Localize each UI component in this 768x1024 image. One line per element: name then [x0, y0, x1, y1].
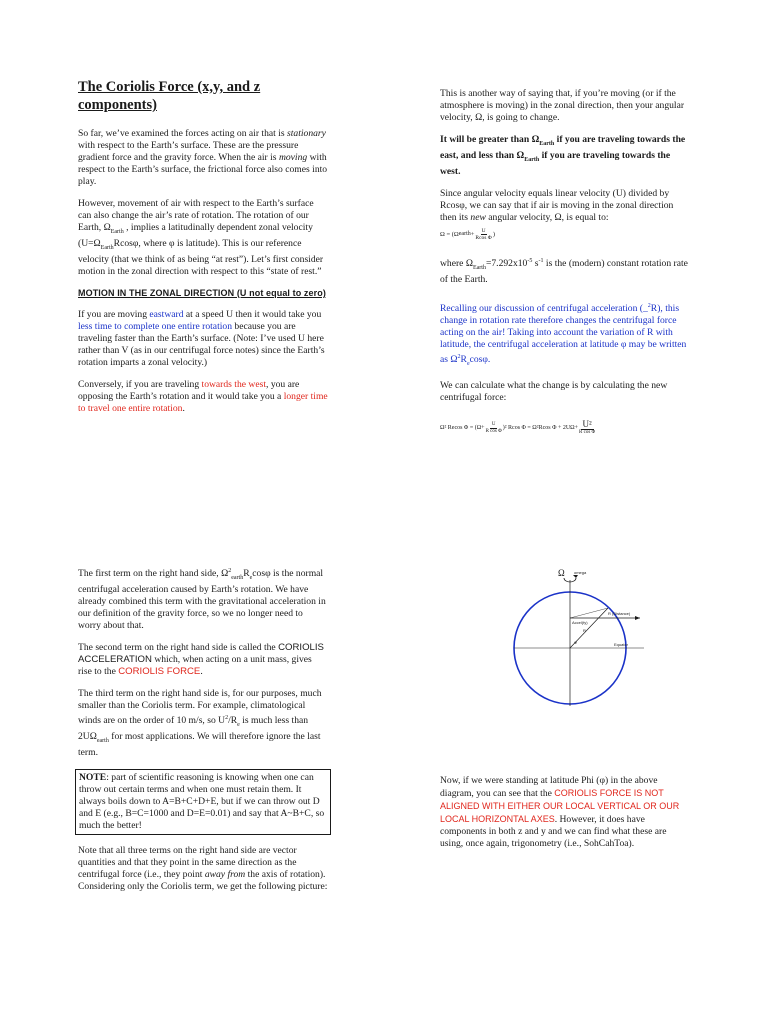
text-run: . [182, 402, 185, 414]
text-highlight-red: CORIOLIS FORCE IS NOT ALIGNED WITH EITHER OUR LOCAL VERTICAL OR OUR LOCAL HORIZONTAL AXES [440, 788, 680, 824]
re-label: R [583, 628, 586, 633]
subscript: Earth [472, 264, 486, 271]
superscript: -5 [527, 257, 533, 264]
text-run: if you are traveling towards the west. [440, 149, 671, 177]
text-run: with respect to the Earth’s surface, the frictional force also comes into play. [78, 152, 328, 187]
section-heading-zonal: MOTION IN THE ZONAL DIRECTION (U not equal to zero) [78, 287, 326, 298]
text-run: R [460, 354, 467, 366]
text-run: angular velocity, Ω, is equal to: [485, 211, 609, 223]
eq-text: Ω² R [440, 424, 452, 431]
paragraph-second-term [78, 642, 328, 678]
rotation-arrowhead-icon [573, 575, 578, 578]
text-run: s [532, 258, 539, 269]
note-label: NOTE [79, 772, 107, 784]
right-column-bottom [440, 775, 690, 860]
text-run-italic: stationary [287, 128, 326, 139]
paragraph-westward [78, 379, 328, 415]
paragraph-greater-less [440, 134, 690, 178]
text-run: /R [228, 715, 238, 727]
text-run: The third term on the right hand side is, for our purposes, much smaller than the Coriolis term. For example, climatological winds are on the order of 10 m/s, so U [78, 688, 322, 727]
text-run: If you are moving [78, 308, 150, 320]
text-run: R [243, 568, 250, 580]
text-run: The first term on the right hand side, Ω [78, 568, 229, 580]
text-run: The second term on the right hand side is called the [78, 642, 279, 654]
paragraph-recalling [440, 300, 690, 370]
paragraph-angular-velocity: This is another way of saying that, if you’re moving (or if the atmosphere is moving) in the zonal direction, then your angular velocity, Ω, is going to change. [440, 88, 685, 123]
text-run: It will be greater than Ω [440, 134, 540, 145]
eq-subscript: e [451, 424, 455, 431]
text-run: if you are traveling towards the east, and less than Ω [440, 134, 686, 161]
text-run: where Ω [440, 258, 473, 269]
text-highlight-red: towards the west [201, 378, 267, 390]
text-run: . [200, 666, 203, 678]
equator-label: Equator [614, 642, 629, 647]
eq-fraction [486, 422, 502, 435]
text-run-italic: away from [204, 869, 246, 881]
subscript: Earth [110, 228, 124, 235]
text-run: which, when acting on a unit mass, gives rise to the [78, 654, 312, 678]
text-highlight-blue: eastward [149, 308, 184, 320]
eq-denominator: R cos Φ [579, 430, 596, 436]
paragraph-eastward [78, 309, 328, 369]
eq-fraction [475, 228, 491, 241]
subscript: e [466, 361, 470, 368]
text-run: Note that all three terms on the right hand side are vector quantities and that they point in the same direction as the centrifugal force (i.e., they point [78, 845, 297, 881]
latitude-line [570, 608, 608, 618]
coriolis-diagram [504, 566, 654, 706]
paragraph-first-term [78, 565, 328, 632]
eq-denominator: R cos Φ [485, 428, 502, 434]
eq-text: cos Φ + 2UΩ [542, 424, 575, 431]
text-run-italic: new [470, 211, 486, 223]
superscript: -1 [538, 257, 544, 264]
text-highlight-red: longer time to travel one entire rotation [78, 390, 328, 414]
eq-denominator: Rcos Φ [475, 234, 492, 241]
paragraph-intro [78, 128, 328, 188]
text-run: for most applications. We will therefore ignore the last term. [78, 731, 321, 759]
eq-text: )² R [502, 424, 513, 431]
subscript: Earth [539, 140, 555, 147]
superscript: 2 [228, 568, 232, 574]
text-run: Since angular velocity equals linear velocity (U) divided by Rcosφ, we can say that if air is moving in the zonal direction then its [440, 187, 674, 223]
text-run: , implies a latitudinally dependent zonal velocity (U=Ω [78, 222, 313, 249]
paragraph-vector [78, 845, 328, 893]
eq-numerator: U [481, 227, 486, 234]
paragraph-latitude-phi [440, 775, 690, 850]
paragraph-rotation [78, 198, 328, 278]
text-run: the axis of rotation). Considering only the Coriolis term, we get the following picture: [78, 869, 328, 893]
superscript: 2 [225, 715, 229, 722]
phi-label: Φ [574, 640, 578, 645]
text-run: is much less than 2UΩ [78, 715, 309, 743]
subscript: Earth [524, 156, 540, 163]
text-run: cosφ is the normal centrifugal acceleration caused by Earth’s rotation. We have already combined this term with the gravitational acceleration in our definition of the gravity force, so we no longer need to worry about that. [78, 568, 326, 632]
paragraph-omega-earth [440, 255, 690, 286]
eq-text: R [538, 424, 543, 431]
text-run: So far, we’ve examined the forces acting on air that is [78, 128, 288, 139]
eq-numerator: U [491, 421, 496, 427]
subscript: Earth [100, 244, 114, 251]
page-title: The Coriolis Force (x,y, and z components) [78, 79, 261, 113]
eq-text: Ω = (Ω [440, 230, 459, 238]
eq-subscript: earth [458, 230, 471, 237]
left-column-bottom [78, 565, 328, 903]
eq-text: + [470, 230, 475, 238]
left-column-top [78, 78, 328, 425]
text-run-italic: moving [278, 152, 308, 163]
text-highlight-red: CORIOLIS FORCE [118, 666, 201, 678]
subscript: earth [96, 738, 109, 745]
text-run: cosφ. [469, 354, 491, 366]
paragraph-since-angular [440, 188, 690, 224]
text-run: Recalling our discussion of centrifugal acceleration (_ [440, 303, 648, 315]
subscript: e [249, 575, 253, 582]
text-run: is the (modern) constant rotation rate of the Earth. [440, 258, 688, 285]
text-run: . However, it does have components in both z and y and we can find what these are using, once again, trigonometry (i.e., SohCahToa). [440, 814, 667, 849]
eq-text: cos Φ = Ω² [512, 424, 539, 431]
text-run: because you are traveling faster than the Earth’s surface. (Note: I’ve used U here rather than V (as in our centrifugal force notes) since the Earth’s rotation imparts a zonal velocity.) [78, 320, 325, 368]
eq-fraction [579, 420, 595, 436]
note-text: : part of scientific reasoning is knowing when one can throw out certain terms and when one must retain them. It always boils down to A=B+C+D+E, but if we can throw out D and E (e.g., B=C=1000 and D=E=0.01) and say that A~B+C, so much the better! [79, 772, 325, 832]
eq-text: + [481, 424, 485, 431]
eq-numerator: U² [582, 419, 592, 430]
arrow-head [635, 616, 640, 620]
omega-label: Ω [558, 568, 565, 578]
axis-label: omega [574, 570, 587, 575]
text-run: However, movement of air with respect to the Earth’s surface can also change the air’s rate of rotation. The rotation of our Earth, Ω [78, 198, 314, 233]
paragraph-third-term [78, 688, 328, 759]
eq-text: cos Φ = (Ω [454, 424, 482, 431]
accel-label: Accel(fy) [572, 620, 588, 625]
note-box [75, 769, 331, 835]
equation-omega [440, 228, 690, 241]
text-run: at a speed U then it would take you [183, 308, 322, 320]
text-highlight-blue: less time to complete one entire rotation [78, 320, 232, 332]
text-run: Conversely, if you are traveling [78, 378, 202, 390]
distance-label: R (Distance) [608, 611, 631, 616]
text-run: R), this change in rotation rate therefore changes the centrifugal force acting on the air! Taking into account the variation of R with latitude, the centrifugal acceleration at latitude φ may be written as Ω [440, 303, 687, 366]
text-run: Now, if we were standing at latitude Phi (φ) in the above diagram, you can see that the [440, 775, 658, 799]
superscript: 2 [457, 354, 461, 361]
superscript: 2 [647, 302, 651, 309]
text-caps: CORIOLIS ACCELERATION [78, 642, 324, 666]
subscript: earth [231, 575, 244, 582]
text-run: =7.292x10 [485, 258, 528, 269]
text-run: , you are opposing the Earth’s rotation and it would take you a [78, 378, 300, 402]
text-run: with respect to the Earth’s surface. These are the pressure gradient force and the gravity force. When the air is [78, 140, 299, 163]
paragraph-calculate: We can calculate what the change is by calculating the new centrifugal force: [440, 380, 668, 404]
eq-text: + [574, 424, 579, 431]
subscript: e [237, 722, 240, 729]
equation-centrifugal [440, 420, 690, 436]
right-column-top [440, 88, 690, 436]
eq-text: ) [492, 230, 495, 238]
text-run: Rcosφ, where φ is latitude). This is our reference velocity (that we think of as being “at rest”). Let’s first consider motion in the zonal direction with respect to this “state of rest.” [78, 237, 324, 277]
